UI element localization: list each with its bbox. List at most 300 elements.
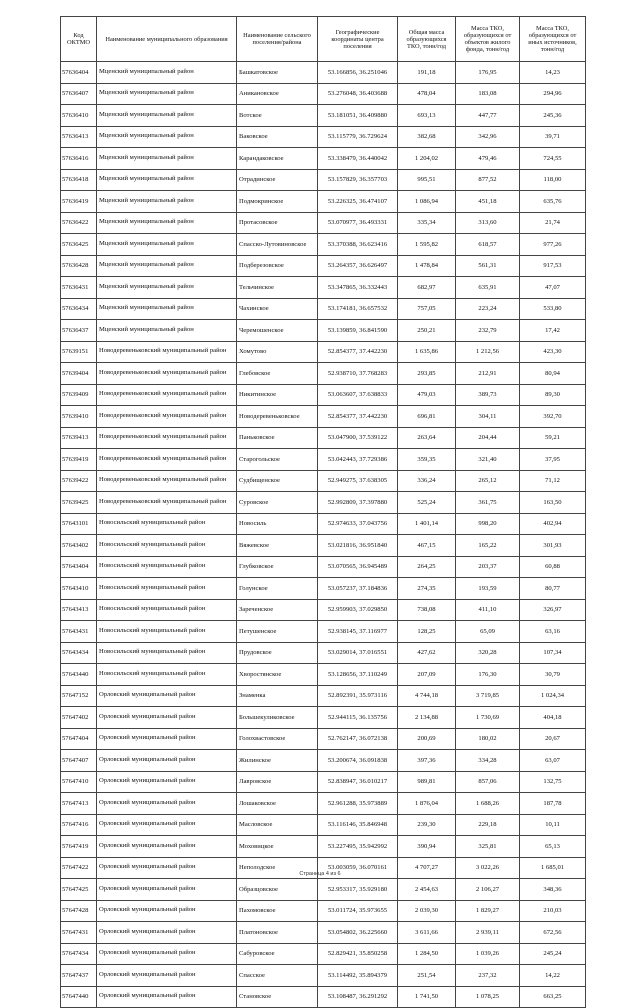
table-row bbox=[61, 62, 586, 84]
municipality-cell: Мценский муниципальный район bbox=[97, 62, 237, 84]
other-mass-cell: 423,30 bbox=[520, 341, 586, 363]
settlement-cell: Лошаковское bbox=[237, 793, 318, 815]
coordinates-cell: 52.949275, 37.638305 bbox=[318, 470, 398, 492]
settlement-cell: Глубковское bbox=[237, 556, 318, 578]
settlement-cell: Сабуровское bbox=[237, 943, 318, 965]
table-row bbox=[61, 664, 586, 686]
residential-mass-cell: 203,37 bbox=[456, 556, 520, 578]
settlement-cell: Никитинское bbox=[237, 384, 318, 406]
municipality-cell: Мценский муниципальный район bbox=[97, 126, 237, 148]
table-row bbox=[61, 900, 586, 922]
municipality-cell: Орловский муниципальный район bbox=[97, 857, 237, 879]
other-mass-cell: 533,80 bbox=[520, 298, 586, 320]
total-mass-cell: 467,15 bbox=[398, 535, 456, 557]
oktmo-code-cell: 57647422 bbox=[61, 857, 97, 879]
oktmo-code-cell: 57647407 bbox=[61, 750, 97, 772]
settlement-cell: Знаменка bbox=[237, 685, 318, 707]
municipality-cell: Новодеревеньковский муниципальный район bbox=[97, 363, 237, 385]
total-mass-cell: 757,05 bbox=[398, 298, 456, 320]
oktmo-code-cell: 57639404 bbox=[61, 363, 97, 385]
total-mass-cell: 2 039,30 bbox=[398, 900, 456, 922]
total-mass-cell: 239,30 bbox=[398, 814, 456, 836]
coordinates-cell: 53.063607, 37.638833 bbox=[318, 384, 398, 406]
residential-mass-cell: 635,91 bbox=[456, 277, 520, 299]
residential-mass-cell: 361,75 bbox=[456, 492, 520, 514]
coordinates-cell: 52.854377, 37.442230 bbox=[318, 341, 398, 363]
table-row bbox=[61, 836, 586, 858]
total-mass-cell: 738,08 bbox=[398, 599, 456, 621]
oktmo-code-cell: 57639409 bbox=[61, 384, 97, 406]
total-mass-cell: 989,81 bbox=[398, 771, 456, 793]
municipality-cell: Орловский муниципальный район bbox=[97, 685, 237, 707]
municipality-cell: Мценский муниципальный район bbox=[97, 234, 237, 256]
coordinates-cell: 53.226325, 36.474107 bbox=[318, 191, 398, 213]
total-mass-cell: 696,81 bbox=[398, 406, 456, 428]
residential-mass-cell: 2 939,11 bbox=[456, 922, 520, 944]
settlement-cell: Ваковское bbox=[237, 126, 318, 148]
residential-mass-cell: 223,24 bbox=[456, 298, 520, 320]
other-mass-cell: 672,56 bbox=[520, 922, 586, 944]
total-mass-cell: 1 204,02 bbox=[398, 148, 456, 170]
total-mass-cell: 191,18 bbox=[398, 62, 456, 84]
other-mass-cell: 14,22 bbox=[520, 965, 586, 987]
table-row bbox=[61, 212, 586, 234]
coordinates-cell: 52.938145, 37.116977 bbox=[318, 621, 398, 643]
municipality-cell: Мценский муниципальный район bbox=[97, 83, 237, 105]
coordinates-cell: 52.953317, 35.929180 bbox=[318, 879, 398, 901]
settlement-cell: Становское bbox=[237, 986, 318, 1008]
coordinates-cell: 52.838947, 36.010217 bbox=[318, 771, 398, 793]
coordinates-cell: 53.181051, 36.409880 bbox=[318, 105, 398, 127]
coordinates-cell: 53.047900, 37.539122 bbox=[318, 427, 398, 449]
total-mass-cell: 264,25 bbox=[398, 556, 456, 578]
other-mass-cell: 635,76 bbox=[520, 191, 586, 213]
coordinates-cell: 53.338479, 36.440042 bbox=[318, 148, 398, 170]
total-mass-cell: 128,25 bbox=[398, 621, 456, 643]
coordinates-cell: 53.157829, 36.357703 bbox=[318, 169, 398, 191]
coordinates-cell: 53.070977, 36.493331 bbox=[318, 212, 398, 234]
settlement-cell: Хворостянское bbox=[237, 664, 318, 686]
header-total-mass: Общая масса образующихся ТКО, тонн/год bbox=[398, 17, 456, 62]
municipality-cell: Мценский муниципальный район bbox=[97, 169, 237, 191]
coordinates-cell: 53.128656, 37.110249 bbox=[318, 664, 398, 686]
coordinates-cell: 53.054802, 36.225660 bbox=[318, 922, 398, 944]
residential-mass-cell: 998,20 bbox=[456, 513, 520, 535]
oktmo-code-cell: 57647413 bbox=[61, 793, 97, 815]
other-mass-cell: 348,36 bbox=[520, 879, 586, 901]
oktmo-code-cell: 57636407 bbox=[61, 83, 97, 105]
residential-mass-cell: 1 212,56 bbox=[456, 341, 520, 363]
settlement-cell: Петушенское bbox=[237, 621, 318, 643]
other-mass-cell: 71,12 bbox=[520, 470, 586, 492]
table-row bbox=[61, 707, 586, 729]
residential-mass-cell: 3 022,26 bbox=[456, 857, 520, 879]
other-mass-cell: 404,18 bbox=[520, 707, 586, 729]
settlement-cell: Масловское bbox=[237, 814, 318, 836]
residential-mass-cell: 2 106,27 bbox=[456, 879, 520, 901]
page-number: Страница 4 из 6 bbox=[299, 871, 341, 877]
table-row bbox=[61, 771, 586, 793]
other-mass-cell: 39,71 bbox=[520, 126, 586, 148]
settlement-cell: Тельчинское bbox=[237, 277, 318, 299]
coordinates-cell: 53.347865, 36.332443 bbox=[318, 277, 398, 299]
total-mass-cell: 1 635,86 bbox=[398, 341, 456, 363]
coordinates-cell: 53.227495, 35.942992 bbox=[318, 836, 398, 858]
other-mass-cell: 60,88 bbox=[520, 556, 586, 578]
total-mass-cell: 1 595,82 bbox=[398, 234, 456, 256]
municipality-cell: Орловский муниципальный район bbox=[97, 922, 237, 944]
table-row bbox=[61, 105, 586, 127]
municipality-cell: Орловский муниципальный район bbox=[97, 707, 237, 729]
total-mass-cell: 4 744,18 bbox=[398, 685, 456, 707]
table-row bbox=[61, 578, 586, 600]
settlement-cell: Спасско-Лутовиновское bbox=[237, 234, 318, 256]
settlement-cell: Голунское bbox=[237, 578, 318, 600]
settlement-cell: Аникановское bbox=[237, 83, 318, 105]
residential-mass-cell: 3 719,85 bbox=[456, 685, 520, 707]
coordinates-cell: 52.959903, 37.029850 bbox=[318, 599, 398, 621]
settlement-cell: Отрадинское bbox=[237, 169, 318, 191]
other-mass-cell: 80,77 bbox=[520, 578, 586, 600]
other-mass-cell: 63,16 bbox=[520, 621, 586, 643]
total-mass-cell: 335,34 bbox=[398, 212, 456, 234]
table-row bbox=[61, 922, 586, 944]
other-mass-cell: 89,30 bbox=[520, 384, 586, 406]
header-other-mass: Масса ТКО, образующихся от иных источников, тонн/год bbox=[520, 17, 586, 62]
total-mass-cell: 427,62 bbox=[398, 642, 456, 664]
municipality-cell: Новодеревеньковский муниципальный район bbox=[97, 406, 237, 428]
table-row bbox=[61, 384, 586, 406]
other-mass-cell: 294,96 bbox=[520, 83, 586, 105]
municipality-cell: Мценский муниципальный район bbox=[97, 148, 237, 170]
total-mass-cell: 995,51 bbox=[398, 169, 456, 191]
municipality-cell: Мценский муниципальный район bbox=[97, 298, 237, 320]
municipality-cell: Новодеревеньковский муниципальный район bbox=[97, 384, 237, 406]
header-municipality: Наименование муниципального образования bbox=[97, 17, 237, 62]
table-row bbox=[61, 750, 586, 772]
residential-mass-cell: 237,32 bbox=[456, 965, 520, 987]
settlement-cell: Моховицкое bbox=[237, 836, 318, 858]
municipality-cell: Орловский муниципальный район bbox=[97, 728, 237, 750]
residential-mass-cell: 451,18 bbox=[456, 191, 520, 213]
oktmo-code-cell: 57636419 bbox=[61, 191, 97, 213]
other-mass-cell: 1 685,01 bbox=[520, 857, 586, 879]
other-mass-cell: 917,53 bbox=[520, 255, 586, 277]
coordinates-cell: 53.057237, 37.184836 bbox=[318, 578, 398, 600]
settlement-cell: Хомутово bbox=[237, 341, 318, 363]
total-mass-cell: 390,94 bbox=[398, 836, 456, 858]
municipality-cell: Мценский муниципальный район bbox=[97, 320, 237, 342]
oktmo-code-cell: 57636416 bbox=[61, 148, 97, 170]
header-settlement: Наименование сельского поселения/района bbox=[237, 17, 318, 62]
residential-mass-cell: 1 829,27 bbox=[456, 900, 520, 922]
oktmo-code-cell: 57636413 bbox=[61, 126, 97, 148]
residential-mass-cell: 232,79 bbox=[456, 320, 520, 342]
total-mass-cell: 263,64 bbox=[398, 427, 456, 449]
residential-mass-cell: 304,11 bbox=[456, 406, 520, 428]
residential-mass-cell: 857,06 bbox=[456, 771, 520, 793]
settlement-cell: Прудовское bbox=[237, 642, 318, 664]
municipality-cell: Новосильский муниципальный район bbox=[97, 513, 237, 535]
settlement-cell: Паньковское bbox=[237, 427, 318, 449]
coordinates-cell: 53.139859, 36.841590 bbox=[318, 320, 398, 342]
residential-mass-cell: 561,31 bbox=[456, 255, 520, 277]
coordinates-cell: 52.854377, 37.442230 bbox=[318, 406, 398, 428]
residential-mass-cell: 204,44 bbox=[456, 427, 520, 449]
residential-mass-cell: 321,40 bbox=[456, 449, 520, 471]
table-row bbox=[61, 298, 586, 320]
waste-table bbox=[60, 16, 586, 1008]
other-mass-cell: 132,75 bbox=[520, 771, 586, 793]
oktmo-code-cell: 57636422 bbox=[61, 212, 97, 234]
other-mass-cell: 392,70 bbox=[520, 406, 586, 428]
other-mass-cell: 163,50 bbox=[520, 492, 586, 514]
municipality-cell: Мценский муниципальный район bbox=[97, 191, 237, 213]
coordinates-cell: 53.070565, 36.945489 bbox=[318, 556, 398, 578]
oktmo-code-cell: 57636410 bbox=[61, 105, 97, 127]
table-row bbox=[61, 470, 586, 492]
municipality-cell: Новодеревеньковский муниципальный район bbox=[97, 341, 237, 363]
settlement-cell: Жилинское bbox=[237, 750, 318, 772]
oktmo-code-cell: 57643402 bbox=[61, 535, 97, 557]
total-mass-cell: 250,21 bbox=[398, 320, 456, 342]
residential-mass-cell: 1 730,69 bbox=[456, 707, 520, 729]
residential-mass-cell: 447,77 bbox=[456, 105, 520, 127]
settlement-cell: Суровское bbox=[237, 492, 318, 514]
table-row bbox=[61, 556, 586, 578]
oktmo-code-cell: 57643440 bbox=[61, 664, 97, 686]
coordinates-cell: 53.166856, 36.251046 bbox=[318, 62, 398, 84]
table-row bbox=[61, 449, 586, 471]
municipality-cell: Орловский муниципальный район bbox=[97, 986, 237, 1008]
residential-mass-cell: 1 039,26 bbox=[456, 943, 520, 965]
municipality-cell: Орловский муниципальный район bbox=[97, 965, 237, 987]
oktmo-code-cell: 57636425 bbox=[61, 234, 97, 256]
coordinates-cell: 53.021816, 36.951840 bbox=[318, 535, 398, 557]
residential-mass-cell: 180,02 bbox=[456, 728, 520, 750]
settlement-cell: Башкатовское bbox=[237, 62, 318, 84]
other-mass-cell: 118,00 bbox=[520, 169, 586, 191]
table-row bbox=[61, 191, 586, 213]
residential-mass-cell: 176,95 bbox=[456, 62, 520, 84]
residential-mass-cell: 1 078,25 bbox=[456, 986, 520, 1008]
oktmo-code-cell: 57647437 bbox=[61, 965, 97, 987]
oktmo-code-cell: 57647434 bbox=[61, 943, 97, 965]
other-mass-cell: 59,21 bbox=[520, 427, 586, 449]
municipality-cell: Новодеревеньковский муниципальный район bbox=[97, 449, 237, 471]
settlement-cell: Пахомовское bbox=[237, 900, 318, 922]
coordinates-cell: 53.042443, 37.729386 bbox=[318, 449, 398, 471]
table-row bbox=[61, 965, 586, 987]
residential-mass-cell: 479,46 bbox=[456, 148, 520, 170]
oktmo-code-cell: 57636437 bbox=[61, 320, 97, 342]
settlement-cell: Вотское bbox=[237, 105, 318, 127]
municipality-cell: Новосильский муниципальный район bbox=[97, 578, 237, 600]
header-oktmo-code: Код ОКТМО bbox=[61, 17, 97, 62]
total-mass-cell: 2 454,63 bbox=[398, 879, 456, 901]
municipality-cell: Орловский муниципальный район bbox=[97, 793, 237, 815]
table-row bbox=[61, 234, 586, 256]
other-mass-cell: 245,36 bbox=[520, 105, 586, 127]
settlement-cell: Глебовское bbox=[237, 363, 318, 385]
settlement-cell: Новосиль bbox=[237, 513, 318, 535]
table-row bbox=[61, 535, 586, 557]
oktmo-code-cell: 57643101 bbox=[61, 513, 97, 535]
oktmo-code-cell: 57643410 bbox=[61, 578, 97, 600]
other-mass-cell: 301,93 bbox=[520, 535, 586, 557]
settlement-cell: Большекуликовское bbox=[237, 707, 318, 729]
municipality-cell: Новосильский муниципальный район bbox=[97, 599, 237, 621]
total-mass-cell: 478,04 bbox=[398, 83, 456, 105]
other-mass-cell: 30,79 bbox=[520, 664, 586, 686]
oktmo-code-cell: 57636434 bbox=[61, 298, 97, 320]
coordinates-cell: 52.938710, 37.768283 bbox=[318, 363, 398, 385]
document-page bbox=[60, 16, 585, 1008]
settlement-cell: Спасское bbox=[237, 965, 318, 987]
other-mass-cell: 14,23 bbox=[520, 62, 586, 84]
table-row bbox=[61, 879, 586, 901]
other-mass-cell: 724,55 bbox=[520, 148, 586, 170]
header-residential-mass: Масса ТКО, образующихся от объектов жилого фонда, тонн/год bbox=[456, 17, 520, 62]
coordinates-cell: 52.944115, 36.135756 bbox=[318, 707, 398, 729]
coordinates-cell: 52.892391, 35.973116 bbox=[318, 685, 398, 707]
residential-mass-cell: 165,22 bbox=[456, 535, 520, 557]
coordinates-cell: 53.108487, 36.291292 bbox=[318, 986, 398, 1008]
settlement-cell: Черемошенское bbox=[237, 320, 318, 342]
residential-mass-cell: 229,18 bbox=[456, 814, 520, 836]
coordinates-cell: 53.174181, 36.657532 bbox=[318, 298, 398, 320]
table-row bbox=[61, 406, 586, 428]
coordinates-cell: 53.370388, 36.623416 bbox=[318, 234, 398, 256]
oktmo-code-cell: 57647416 bbox=[61, 814, 97, 836]
other-mass-cell: 187,78 bbox=[520, 793, 586, 815]
oktmo-code-cell: 57647428 bbox=[61, 900, 97, 922]
oktmo-code-cell: 57639419 bbox=[61, 449, 97, 471]
oktmo-code-cell: 57643434 bbox=[61, 642, 97, 664]
oktmo-code-cell: 57647431 bbox=[61, 922, 97, 944]
coordinates-cell: 53.029014, 37.016551 bbox=[318, 642, 398, 664]
settlement-cell: Платоновское bbox=[237, 922, 318, 944]
total-mass-cell: 525,24 bbox=[398, 492, 456, 514]
coordinates-cell: 53.116146, 35.846948 bbox=[318, 814, 398, 836]
oktmo-code-cell: 57639413 bbox=[61, 427, 97, 449]
total-mass-cell: 200,69 bbox=[398, 728, 456, 750]
settlement-cell: Новодеревеньковское bbox=[237, 406, 318, 428]
municipality-cell: Новосильский муниципальный район bbox=[97, 642, 237, 664]
oktmo-code-cell: 57647410 bbox=[61, 771, 97, 793]
total-mass-cell: 1 876,04 bbox=[398, 793, 456, 815]
coordinates-cell: 53.115779, 36.729624 bbox=[318, 126, 398, 148]
coordinates-cell: 52.762147, 36.072138 bbox=[318, 728, 398, 750]
municipality-cell: Мценский муниципальный район bbox=[97, 277, 237, 299]
residential-mass-cell: 212,91 bbox=[456, 363, 520, 385]
coordinates-cell: 52.829421, 35.850258 bbox=[318, 943, 398, 965]
residential-mass-cell: 313,60 bbox=[456, 212, 520, 234]
settlement-cell: Судбищенское bbox=[237, 470, 318, 492]
municipality-cell: Новосильский муниципальный район bbox=[97, 556, 237, 578]
municipality-cell: Орловский муниципальный район bbox=[97, 771, 237, 793]
table-header-row bbox=[61, 17, 586, 62]
settlement-cell: Вяжевское bbox=[237, 535, 318, 557]
other-mass-cell: 245,24 bbox=[520, 943, 586, 965]
residential-mass-cell: 325,81 bbox=[456, 836, 520, 858]
other-mass-cell: 63,07 bbox=[520, 750, 586, 772]
settlement-cell: Голохвастовское bbox=[237, 728, 318, 750]
oktmo-code-cell: 57639410 bbox=[61, 406, 97, 428]
settlement-cell: Старогольское bbox=[237, 449, 318, 471]
table-row bbox=[61, 320, 586, 342]
total-mass-cell: 1 284,50 bbox=[398, 943, 456, 965]
oktmo-code-cell: 57639151 bbox=[61, 341, 97, 363]
other-mass-cell: 1 024,34 bbox=[520, 685, 586, 707]
total-mass-cell: 359,35 bbox=[398, 449, 456, 471]
table-row bbox=[61, 169, 586, 191]
other-mass-cell: 210,03 bbox=[520, 900, 586, 922]
municipality-cell: Орловский муниципальный район bbox=[97, 836, 237, 858]
municipality-cell: Новосильский муниципальный район bbox=[97, 621, 237, 643]
other-mass-cell: 107,34 bbox=[520, 642, 586, 664]
residential-mass-cell: 183,08 bbox=[456, 83, 520, 105]
oktmo-code-cell: 57647402 bbox=[61, 707, 97, 729]
other-mass-cell: 10,11 bbox=[520, 814, 586, 836]
total-mass-cell: 1 741,50 bbox=[398, 986, 456, 1008]
total-mass-cell: 693,13 bbox=[398, 105, 456, 127]
other-mass-cell: 663,25 bbox=[520, 986, 586, 1008]
residential-mass-cell: 342,96 bbox=[456, 126, 520, 148]
table-body bbox=[61, 62, 586, 1008]
table-row bbox=[61, 427, 586, 449]
settlement-cell: Зареченское bbox=[237, 599, 318, 621]
other-mass-cell: 20,67 bbox=[520, 728, 586, 750]
residential-mass-cell: 176,30 bbox=[456, 664, 520, 686]
total-mass-cell: 336,24 bbox=[398, 470, 456, 492]
total-mass-cell: 207,09 bbox=[398, 664, 456, 686]
other-mass-cell: 47,07 bbox=[520, 277, 586, 299]
coordinates-cell: 52.961288, 35.973889 bbox=[318, 793, 398, 815]
other-mass-cell: 977,26 bbox=[520, 234, 586, 256]
total-mass-cell: 251,54 bbox=[398, 965, 456, 987]
municipality-cell: Новосильский муниципальный район bbox=[97, 535, 237, 557]
municipality-cell: Мценский муниципальный район bbox=[97, 212, 237, 234]
table-row bbox=[61, 943, 586, 965]
total-mass-cell: 397,36 bbox=[398, 750, 456, 772]
table-row bbox=[61, 793, 586, 815]
coordinates-cell: 53.003059, 36.070161 bbox=[318, 857, 398, 879]
table-row bbox=[61, 83, 586, 105]
settlement-cell: Неполодское bbox=[237, 857, 318, 879]
oktmo-code-cell: 57647404 bbox=[61, 728, 97, 750]
other-mass-cell: 65,13 bbox=[520, 836, 586, 858]
total-mass-cell: 1 401,14 bbox=[398, 513, 456, 535]
oktmo-code-cell: 57636404 bbox=[61, 62, 97, 84]
header-coordinates: Географические координаты центра поселения bbox=[318, 17, 398, 62]
residential-mass-cell: 320,28 bbox=[456, 642, 520, 664]
oktmo-code-cell: 57647152 bbox=[61, 685, 97, 707]
municipality-cell: Новосильский муниципальный район bbox=[97, 664, 237, 686]
oktmo-code-cell: 57643413 bbox=[61, 599, 97, 621]
municipality-cell: Орловский муниципальный район bbox=[97, 943, 237, 965]
residential-mass-cell: 193,59 bbox=[456, 578, 520, 600]
total-mass-cell: 1 478,84 bbox=[398, 255, 456, 277]
table-row bbox=[61, 255, 586, 277]
residential-mass-cell: 877,52 bbox=[456, 169, 520, 191]
residential-mass-cell: 618,57 bbox=[456, 234, 520, 256]
oktmo-code-cell: 57643404 bbox=[61, 556, 97, 578]
oktmo-code-cell: 57639425 bbox=[61, 492, 97, 514]
table-row bbox=[61, 685, 586, 707]
settlement-cell: Протасовское bbox=[237, 212, 318, 234]
residential-mass-cell: 389,73 bbox=[456, 384, 520, 406]
